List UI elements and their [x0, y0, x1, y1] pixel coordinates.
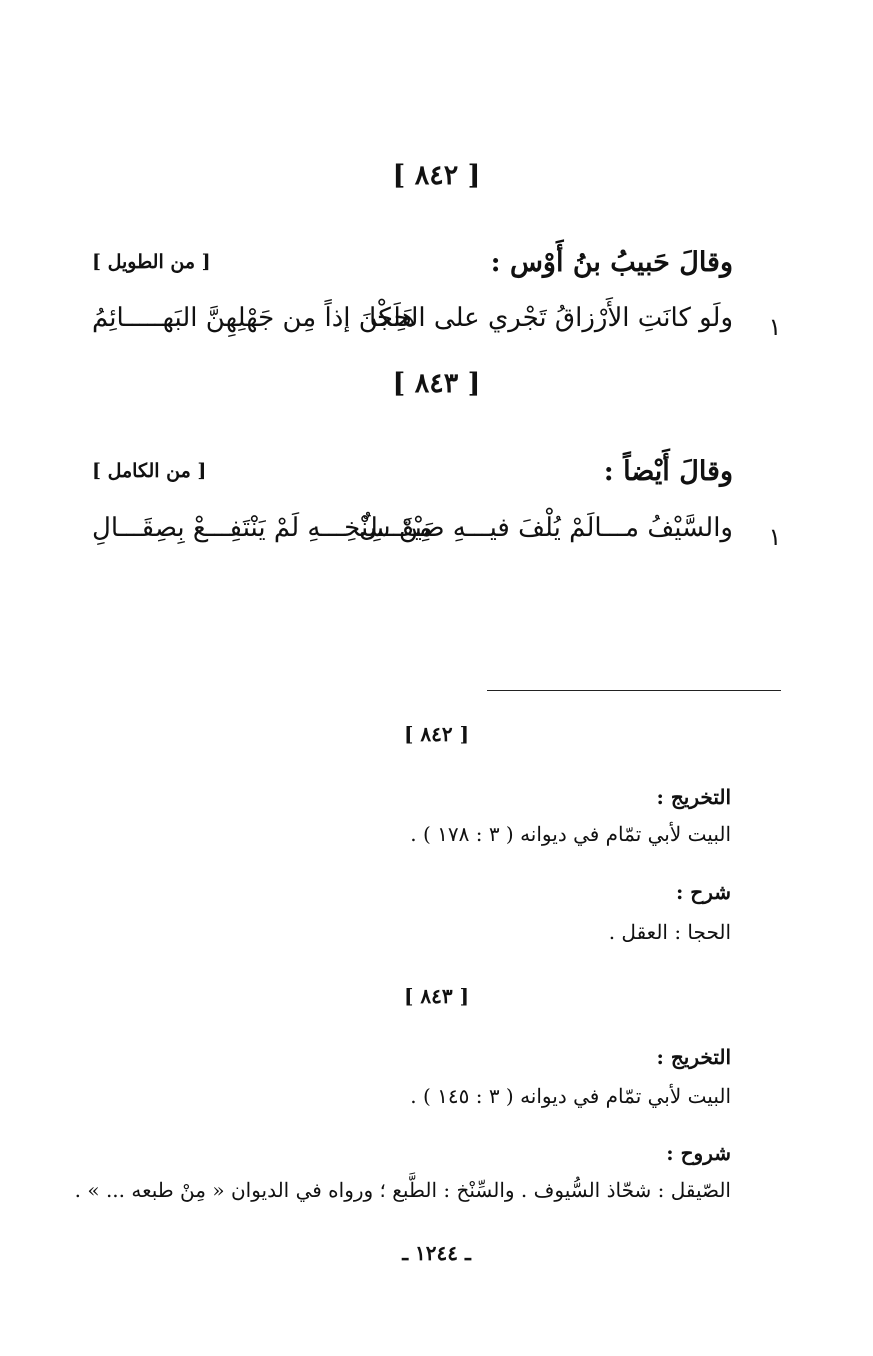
verse-second-hemistich: هَلَكْنَ إذاً مِن جَهْلِهِنَّ البَهـــــائِمُ: [92, 303, 416, 333]
footnote-takhrij-label: التخريج :: [656, 785, 731, 809]
poem-intro-843: وقالَ أَيْضاً :: [603, 456, 733, 487]
footnote-sharh-text: الصّيقل : شحّاذ السُّيوف . والسِّنْخ : الطَّبع ؛ ورواه في الديوان « مِنْ طبعه ... » .: [74, 1178, 731, 1202]
footnote-takhrij-text: البيت لأبي تمّام في ديوانه ( ٣ : ١٤٥ ) .: [410, 1084, 731, 1108]
poem-meter-842: [ من الطويل ]: [92, 251, 211, 273]
verse-first-hemistich: ولَو كانَتِ الأَرْزاقُ تَجْري على الحِجا: [369, 303, 733, 333]
footnote-divider: [487, 690, 781, 691]
footnote-sharh-text: الحجا : العقل .: [608, 920, 731, 944]
verse-first-hemistich: والسَّيْفُ مـــالَمْ يُلْفَ فيـــهِ صَيْقَـــلٌ: [358, 513, 733, 543]
verse-number: ١: [768, 523, 782, 551]
footnote-sharh-label: شروح :: [666, 1141, 731, 1165]
footnote-sharh-label: شرح :: [675, 880, 731, 904]
poem-number-842: [ ٨٤٢ ]: [392, 160, 481, 191]
footnote-number-842: [ ٨٤٢ ]: [403, 722, 470, 746]
verse-second-hemistich: مِنْ سِنْخِـــهِ لَمْ يَنْتَفِـــعْ بِصِقَـــالِ: [92, 513, 433, 543]
footnote-takhrij-label: التخريج :: [656, 1045, 731, 1069]
poem-meter-843: [ من الكامل ]: [92, 460, 207, 482]
poem-number-843: [ ٨٤٣ ]: [392, 368, 481, 399]
footnote-number-843: [ ٨٤٣ ]: [403, 984, 470, 1008]
page-number: ـ ١٢٤٤ ـ: [402, 1241, 471, 1265]
verse-number: ١: [768, 313, 782, 341]
footnote-takhrij-text: البيت لأبي تمّام في ديوانه ( ٣ : ١٧٨ ) .: [410, 822, 731, 846]
poem-intro-842: وقالَ حَبيبُ بنُ أَوْس :: [490, 247, 733, 278]
